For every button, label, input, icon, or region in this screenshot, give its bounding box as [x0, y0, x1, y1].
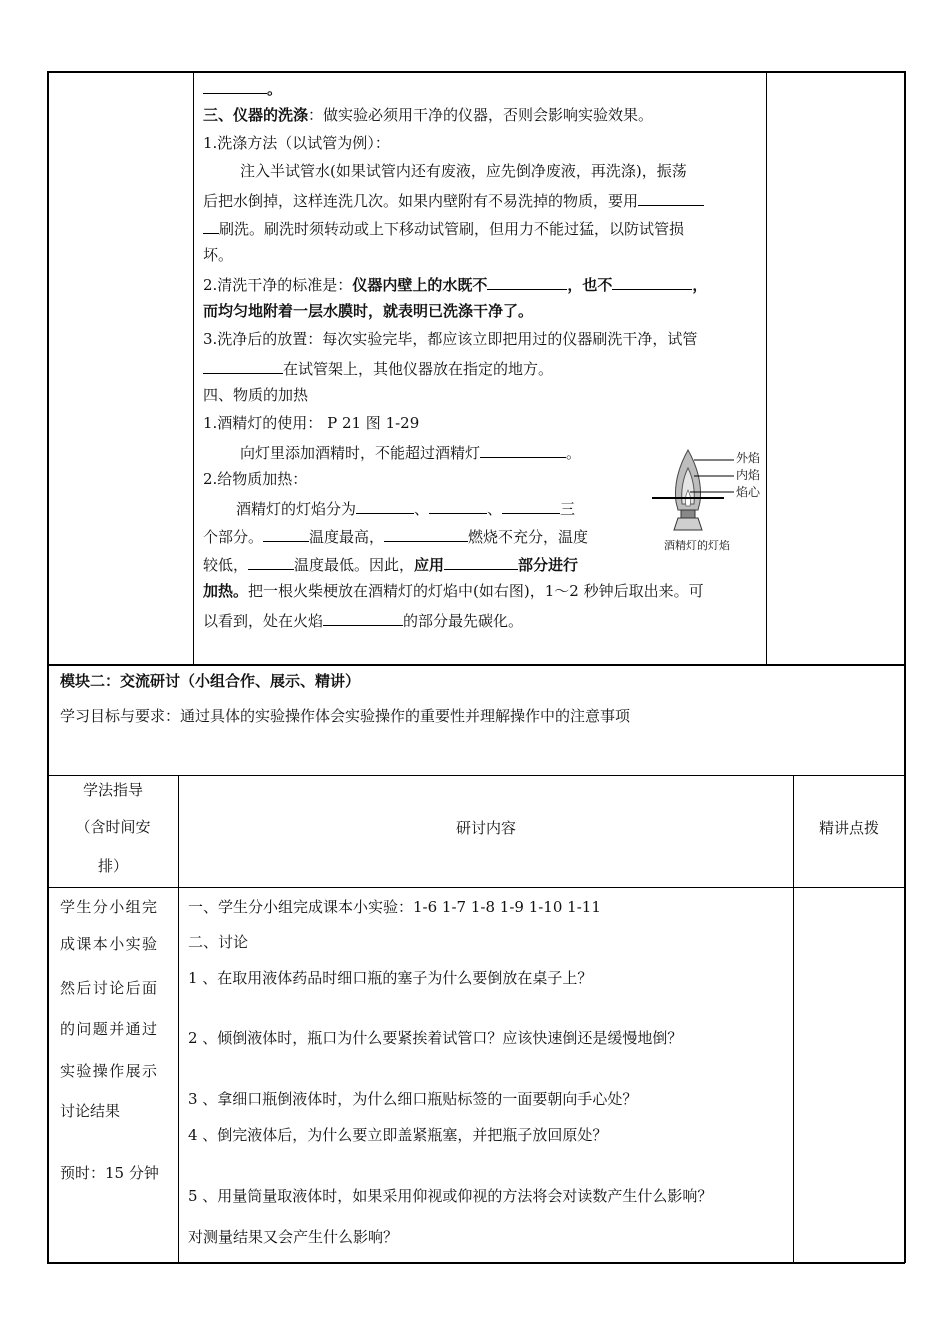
wash-para-line2: 后把水倒掉，这样连洗几次。如果内壁附有不易洗掉的物质，要用 [203, 189, 704, 211]
guide-time: 预时：15 分钟 [60, 1164, 159, 1182]
match-line1: 加热。把一根火柴梗放在酒精灯的灯焰中(如右图)，1～2 秒钟后取出来。可 [203, 582, 704, 600]
clean-standard-line2: 而均匀地附着一层水膜时，就表明已洗涤干净了。 [203, 302, 534, 320]
wash-method-title: 1.洗涤方法（以试管为例）： [203, 134, 390, 152]
top-col2-divider [766, 71, 767, 665]
discussion-item: 二、讨论 [188, 933, 249, 951]
section3-heading: 三、仪器的洗涤：做实验必须用干净的仪器，否则会影响实验效果。 [203, 106, 654, 124]
guide-line: 学生分小组完 [60, 898, 159, 916]
guide-line: 然后讨论后面 [60, 979, 159, 997]
header-guide-line3: 排） [97, 857, 128, 875]
left-border [47, 71, 49, 1263]
lamp-add: 向灯里添加酒精时，不能超过酒精灯 。 [240, 441, 581, 463]
discussion-item: 一、学生分小组完成课本小实验：1-6 1-7 1-8 1-9 1-10 1-11 [188, 898, 601, 916]
discussion-item: 5 、用量筒量取液体时，如果采用仰视或仰视的方法将会对读数产生什么影响？ [188, 1187, 713, 1205]
bottom-col2-divider [793, 775, 794, 1263]
guide-line: 成课本小实验 [60, 935, 159, 953]
header-guide-line2: （含时间安 [75, 818, 151, 836]
placement-line2: 在试管架上，其他仪器放在指定的地方。 [203, 357, 553, 379]
guide-line: 讨论结果 [60, 1102, 121, 1120]
header-explain: 精讲点拨 [818, 819, 879, 837]
right-border [904, 71, 906, 1263]
discussion-item: 4 、倒完液体后，为什么要立即盖紧瓶塞，并把瓶子放回原处？ [188, 1126, 608, 1144]
header-guide-line1: 学法指导 [82, 781, 143, 799]
lamp-use: 1.酒精灯的使用： P 21 图 1-29 [203, 414, 420, 432]
top-border [47, 71, 905, 73]
top-col1-divider [193, 71, 194, 665]
module-divider-top [47, 664, 905, 666]
header-discussion: 研讨内容 [455, 819, 516, 837]
discussion-item: 对测量结果又会产生什么影响？ [188, 1228, 399, 1246]
discussion-item: 2 、倾倒液体时，瓶口为什么要紧挨着试管口？应该快速倒还是缓慢地倒？ [188, 1029, 683, 1047]
module2-title: 模块二：交流研讨（小组合作、展示、精讲） [60, 672, 361, 690]
clean-standard-line1: 2.清洗干净的标准是：仪器内壁上的水既不 ，也不 ， [203, 273, 707, 295]
flame-low-line: 较低， 温度最低。因此，应用 部分进行 [203, 553, 578, 575]
label-outer-flame: 外焰 [736, 451, 761, 465]
flame-parts-line: 酒精灯的灯焰分为 、 、 三 [236, 497, 575, 519]
flame-temp-line: 个部分。 温度最高， 燃烧不充分，温度 [203, 525, 588, 547]
wash-para-line1: 注入半试管水(如果试管内还有废液，应先倒净废液，再洗涤)，振荡 [240, 162, 687, 180]
bottom-col1-divider [178, 775, 179, 1263]
label-flame-core: 焰心 [736, 485, 761, 499]
figure-caption: 酒精灯的灯焰 [664, 539, 730, 552]
header-row-divider [47, 887, 905, 888]
label-inner-flame: 内焰 [736, 468, 761, 482]
wash-para-line3: 刷洗。刷洗时须转动或上下移动试管刷，但用力不能过猛，以防试管损 [203, 217, 684, 239]
guide-line: 的问题并通过 [60, 1020, 159, 1038]
discussion-item: 3 、拿细口瓶倒液体时，为什么细口瓶贴标签的一面要朝向手心处？ [188, 1090, 638, 1108]
bottom-border [47, 1262, 905, 1264]
heat-title: 2.给物质加热： [203, 470, 308, 488]
section4-heading: 四、物质的加热 [203, 386, 309, 404]
discussion-item: 1 、在取用液体药品时细口瓶的塞子为什么要倒放在桌子上？ [188, 969, 593, 987]
placement-line1: 3.洗净后的放置：每次实验完毕，都应该立即把用过的仪器刷洗干净，试管 [203, 330, 698, 348]
blank-line-end: 。 [203, 77, 282, 99]
match-line2: 以看到，处在火焰 的部分最先碳化。 [203, 609, 523, 631]
module-divider-bottom [47, 775, 905, 776]
alcohol-lamp-flame-figure [648, 446, 764, 558]
module2-goal: 学习目标与要求：通过具体的实验操作体会实验操作的重要性并理解操作中的注意事项 [60, 707, 631, 725]
guide-line: 实验操作展示 [60, 1062, 159, 1080]
wash-para-line4: 坏。 [203, 246, 234, 264]
